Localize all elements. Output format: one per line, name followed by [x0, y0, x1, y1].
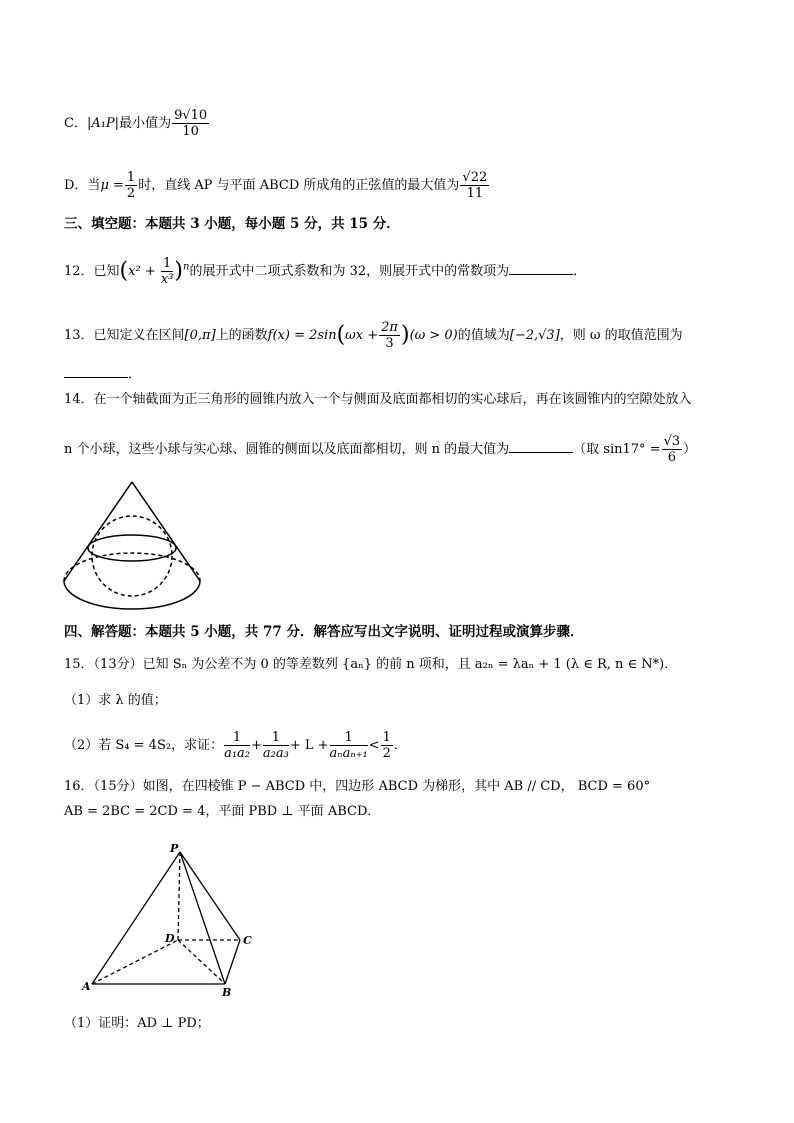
fraction: $\frac{√3}{6}$: [663, 434, 681, 465]
cone-figure: [60, 478, 230, 618]
question-16-line2: AB = 2BC = 2CD = 4，平面 PBD ⊥ 平面 ABCD．: [64, 804, 381, 819]
answer-blank[interactable]: [509, 262, 573, 275]
question-15-part1: （1）求 λ 的值；: [64, 693, 167, 708]
cone-left-edge: [64, 482, 132, 581]
cone-base-back: [64, 553, 200, 581]
question-13: 13．已知定义在区间[0,π]上的函数f(x) = 2sin(ωx + $\frac{2\pi}{3}$ )(ω > 0)的值域为[−2,√3]，则 ω 的取值范围为: [64, 320, 683, 351]
abs-a1p: |A₁P|: [86, 116, 120, 131]
cone-base-front: [64, 581, 200, 609]
cone-right-edge: [132, 482, 200, 581]
question-12: 12．已知(x² + $\frac{1}{\text{x³}}$ )$^n$的展开式中二项式系数和为 32，则展开式中的常数项为 ．: [64, 256, 587, 287]
edge-pc: [180, 852, 240, 940]
label-p: P: [170, 842, 179, 855]
pyramid-figure: [80, 840, 250, 1000]
option-c: C．|A₁P|最小值为 $\frac{9√10}{10}$: [64, 108, 208, 139]
fraction: $\frac{1}{\text{a₁a₂}}$: [224, 730, 251, 761]
label-a: A: [82, 980, 91, 993]
fraction: $\frac{1}{2}$: [382, 730, 391, 761]
fraction: $\frac{2\pi}{3}$: [381, 320, 398, 351]
question-14-line1: 14．在一个轴截面为正三角形的圆锥内放入一个与侧面及底面都相切的实心球后，再在该圆锥内的空隙处放入: [64, 392, 692, 407]
edge-bc: [225, 940, 240, 984]
edge-ad: [92, 940, 178, 984]
label-c: C: [243, 934, 252, 947]
question-16-line1: 16．（15分）如图，在四棱锥 P − ABCD 中，四边形 ABCD 为梯形，其中 AB // CD， BCD = 60°: [64, 779, 651, 794]
question-14-line2: n 个小球，这些小球与实心球、圆锥的侧面以及底面都相切，则 n 的最大值为 （取 sin17° = $\frac{√3}{6}$ ）: [64, 434, 697, 465]
label-b: B: [222, 986, 232, 999]
fraction: $\frac{1}{\text{aₙaₙ₊₁}}$: [329, 730, 368, 761]
question-13-blank-line: ．: [64, 365, 141, 384]
question-16-part1: （1）证明：AD ⊥ PD；: [64, 1016, 210, 1031]
answer-blank[interactable]: [64, 365, 128, 378]
option-d: D．当μ = $\frac{1}{2}$ 时，直线 AP 与平面 ABCD 所成角的正弦值的最大值为 $\frac{√22}{11}$: [64, 170, 488, 201]
question-15-part2: （2）若 S₄ = 4S₂，求证： $\frac{1}{\text{a₁a₂}}$ + $\frac{1}{\text{a₂a₃}}$ + L + $\frac{1}{\text{aₙaₙ₊₁}}$ < $\frac{1}{2}$ ．: [64, 730, 407, 761]
tangent-circle: [88, 535, 176, 561]
answer-blank[interactable]: [509, 440, 573, 453]
fraction: $\frac{1}{2}$: [126, 170, 136, 201]
fraction: $\frac{1}{\text{x³}}$: [160, 256, 174, 287]
fraction: $\frac{9√10}{10}$: [174, 108, 208, 139]
label-d: D: [165, 932, 175, 945]
fraction: $\frac{1}{\text{a₂a₃}}$: [262, 730, 289, 761]
edge-pb: [180, 852, 225, 984]
question-15-stem: 15．（13分）已知 Sₙ 为公差不为 0 的等差数列 {aₙ} 的前 n 项和，且 a₂ₙ = λaₙ + 1 (λ ∈ R, n ∈ N*)．: [64, 657, 678, 672]
section-3-heading: 三、填空题：本题共 3 小题，每小题 5 分，共 15 分．: [64, 216, 400, 232]
edge-pd: [178, 852, 180, 940]
edge-pa: [92, 852, 180, 984]
section-4-heading: 四、解答题：本题共 5 小题，共 77 分．解答应写出文字说明、证明过程或演算步骤．: [64, 624, 584, 640]
fraction: $\frac{√22}{11}$: [462, 170, 488, 201]
